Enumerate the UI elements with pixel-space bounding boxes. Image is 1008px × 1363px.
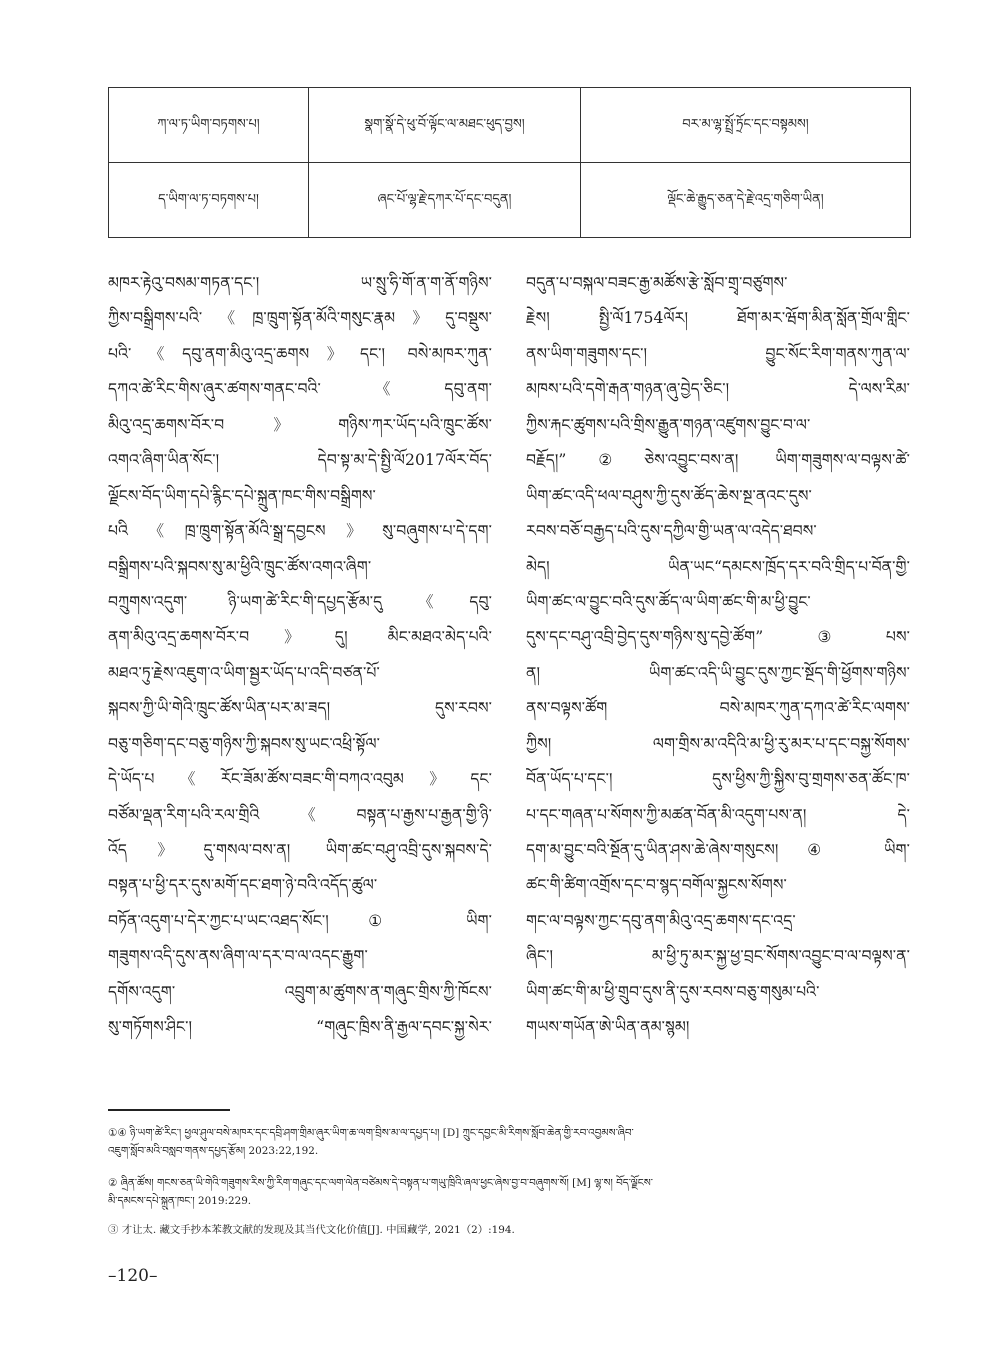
- comparison-table: [108, 87, 911, 238]
- text-line: རྗེས། སྤྱི་ལོ1754ལོར། ཐོག་མར་ཝོག་མིན་སློན་གྲོལ་གླིང་: [526, 309, 910, 328]
- text-line: དེ་ཡོད་པ《རོང་ཟོམ་ཚོས་བཟང་གི་བཀའ་འབུམ》དང་: [108, 770, 492, 789]
- table-cell: ཞང་པོ་ལྷ་རྗེ་དཀར་པོ་དང་བདུན།: [309, 163, 581, 238]
- text-line: བཀྲུགས་འདུག་ ཉི་ཡག་ཚེ་རིང་གི་དཔྱད་རྩོམ་དུ《དབུ་: [108, 592, 492, 611]
- text-line: ཞིང་། མ་ཕྱི་ཏུ་མར་སྐྱ་ཕྱ་བྲང་སོགས་འབྱུང་བ་ལ་བལྟས་ན་: [526, 947, 910, 966]
- footnote-line: འཇུག་སློབ་མའི་བསླབ་གནས་དཔྱད་རྩོམ། 2023:22,192.: [108, 1145, 319, 1157]
- text-line: ཡིག་ཚང་གི་མ་ཕྱི་གྲུབ་དུས་ནི་དུས་རབས་བཅུ་གསུམ་པའི་: [526, 982, 820, 1001]
- text-line: མཁས་པའི་དགེ་རྒན་གཉན་ཞུ་བྱེད་ཅིང་། དེ་ལས་རིམ་: [526, 380, 910, 399]
- footnote-3: [108, 1221, 910, 1239]
- text-line: ནས་ཡིག་གཟུགས་དང་། བྱུང་སོང་རིག་གནས་ཀུན་ལ་: [526, 344, 910, 363]
- text-line: ཀྱིས་བསྒྲིགས་པའི་《ཁྲ་ཁྲུག་སྟོན་མོའི་གསུང་རྣམ》དུ་བསྡུས་: [108, 309, 492, 328]
- text-line: ཀྱིས་རྐང་ཚུགས་པའི་གྲིས་རྒྱུན་གཉན་འཛུགས་བྱུང་བ་ལ་: [526, 415, 811, 434]
- text-line: པའི《ཁྲ་ཁྲུག་སྟོན་མོའི་སྒྲ་དབྱངས》སུ་བཞུགས་པ་དེ་དག་: [108, 522, 492, 541]
- text-line: ཡིག་ཚང་འདི་ཕལ་བཤུས་ཀྱི་དུས་ཚོད་ཆེས་སྔ་ནའང་དུས་: [526, 486, 812, 505]
- text-line: ཚང་གི་ཚིག་འགྲོས་དང་བ་སྙད་བགོལ་སྐྱངས་སོགས་: [526, 876, 787, 895]
- table-cell: སྣག་སྣོ་དེ་ཕུ་བོ་ལྟོང་ལ་མཐང་ཕུད་བྱས།: [309, 88, 581, 163]
- body-text-right-column: [526, 266, 910, 1046]
- text-line: ཡིག་ཚང་ལ་བྱུང་བའི་དུས་ཚོད་ལ་ཡིག་ཚང་གི་མ་ཕྱི་བྱུང་: [526, 592, 811, 611]
- text-line: མེད། ཡིན་ཡང“དམངས་ཁྲོད་དར་བའི་གྲིད་པ་བོན་གྱི་: [526, 557, 910, 576]
- text-line: ནས་བལྟས་ཚོག བསེ་མཁར་ཀུན་དཀའ་ཚེ་རིང་ལགས་: [526, 699, 910, 718]
- text-line: ཀྱིས། ལག་གྲིས་མ་འདིའི་མ་ཕྱི་རུ་མར་པ་དང་བསྐྱ་སོགས་: [526, 734, 910, 753]
- body-text-left-column: [108, 266, 492, 1046]
- text-line: བསྒྲིགས་པའི་སྐབས་སུ་མ་ཕྱིའི་ཁྲུང་ཚོས་འགའ་ཞིག་: [108, 557, 372, 576]
- text-line: དག་མ་བྱུང་བའི་སྔོན་དུ་ཡིན་ཤས་ཆེ་ཞེས་གསུངས།④ ཡིག་: [526, 841, 910, 859]
- text-line: མཁར་རྟེའུ་བསམ་གཏན་དང་། ཡ་སྲུ་ཧི་གོ་ན་ག་ནོ་གཉིས་: [108, 274, 492, 292]
- text-line: མིའུ་འདྲ་ཆགས་བོར་བ》གཉིས་ཀར་ཡོད་པའི་ཁྲུང་ཚོས་: [108, 415, 492, 434]
- text-line: གཡས་གཡོན་ཨེ་ཡིན་ནམ་སྙམ།: [526, 1018, 690, 1037]
- footnote-2: [108, 1174, 910, 1210]
- text-line: སུ་གཏོགས་ཤིང་། “གཞུང་ཁྲིས་ནི་རྒྱལ་དབང་སྐྱ་སེར་: [108, 1018, 492, 1037]
- text-line: བསྟན་པ་ཕྱི་དར་དུས་མགོ་དང་ཐག་ཉེ་བའི་འདོད་ཚུལ་: [108, 876, 378, 895]
- text-line: གཟུགས་འདི་དུས་ནས་ཞིག་ལ་དར་བ་ལ་འདང་རྒྱུག་: [108, 947, 368, 966]
- text-line: བདུན་པ་བསྐལ་བཟང་རྒྱ་མཚོས་རྩེ་སློབ་གྲྭ་བཙུགས་: [526, 274, 788, 292]
- table-row: [109, 163, 911, 238]
- text-line: དུས་དང་བཤུ་འབྲི་བྱེད་དུས་གཉིས་སུ་དབྱེ་ཚོག”③པས་: [526, 628, 910, 647]
- text-line: བཙོམ་ལྡན་རིག་པའི་རལ་གྲིའི《བསྟན་པ་རྒྱས་པ་རྒྱན་གྱི་ཉི་: [108, 805, 492, 824]
- text-line: དཀའ་ཚེ་རིང་གིས་ཞུར་ཚགས་གནང་བའི་《དབུ་ནག་: [108, 380, 492, 399]
- text-line: ལྗོངས་བོད་ཡིག་དཔེ་རྙིང་དཔེ་སྐྲུན་ཁང་གིས་བསྒྲིགས་: [108, 486, 376, 505]
- footnote-1-4: [108, 1124, 910, 1160]
- text-line: ནག་མིའུ་འདྲ་ཆགས་བོར་བ》དུ། མིང་མཐའ་མེད་པའི་: [108, 628, 492, 647]
- text-line: པ་དང་གཞན་པ་སོགས་ཀྱི་མཚན་བོན་མི་འདུག་པས་ན། དེ་: [526, 805, 910, 824]
- text-line: འགའ་ཞིག་ཡིན་སོང་། དེབ་སྟ་མ་དེ་སྤྱི་ལོ2017ལོར་བོད་: [108, 451, 492, 470]
- text-line: བོན་ཡོད་པ་དང་། དུས་ཕྱིས་ཀྱི་སྐྱིས་བུ་གྲགས་ཅན་ཚོང་ཁ་: [526, 770, 910, 789]
- table-cell: ལྡོང་ཆེ་རྒྱུད་ཅན་དེ་རྗེ་འདྲ་གཅིག་ཡིན།: [581, 163, 911, 238]
- table-cell: ད་ཡིག་ལ་ཏ་བཏགས་པ།: [109, 163, 309, 238]
- footnote-line: ①④ ཉི་ཡག་ཚེ་རིང་། ཕྱལ་ཤུལ་བསེ་མཁར་དང་དབྲི་ཤག་གྲིམ་ཞུར་ཡིག་ཆ་ལག་བྲིས་མ་ལ་དཔྱད་པ། [D] ཀྲུང་དབྱང་མི་རིགས་སློབ་ཆེན་གྱི་རབ་འབྱམས་ཞིབ་: [108, 1127, 634, 1139]
- footnote-divider: [108, 1109, 230, 1111]
- text-line: རབས་བཅོ་བརྒྱད་པའི་དུས་དཀྱིལ་གྱི་ཡན་ལ་འདེད་ཐབས་: [526, 522, 817, 541]
- table-row: [109, 88, 911, 163]
- text-line: སྐབས་ཀྱི་ཡི་གེའི་ཁྲུང་ཚོས་ཡིན་པར་མ་ཟད། དུས་རབས་: [108, 699, 492, 718]
- text-line: དགོས་འདུག་ འབྲུག་མ་ཚུགས་ན་གཞུང་གྲིས་ཀྱི་ཁོངས་: [108, 982, 492, 1001]
- text-line: མཐའ་ཏུ་རྗེས་འཇུག་འ་ཡིག་སྦྱར་ཡོད་པ་འདི་བཙན་པོ་: [108, 663, 380, 682]
- text-line: འོད》དུ་གསལ་བས་ན། ཡིག་ཚང་བཤུ་འབྲི་དུས་སྐབས་དེ་: [108, 841, 492, 859]
- table-cell: བར་མ་ལྷ་སྤྲོ་ཏྲོང་དང་བསྟམས།: [581, 88, 911, 163]
- footnote-line: ② ཞྲིན་ཚོས། གངས་ཅན་ཡི་གེའི་གཟུགས་རིས་ཀྱི་རིག་གཞུང་དང་ལག་ལེན་བཙེམས་དེ་བསྟན་པ་གཡུ་ཁྲིའི་ཞལ་ཕྱང་ཞེས་བྱ་བ་བཞུགས་སོ། [M] ལྷ་ས། བོད་ལྗོངས་: [108, 1177, 653, 1189]
- footnote-line: མི་དམངས་དཔེ་སྐྲུན་ཁང་། 2019:229.: [108, 1195, 252, 1207]
- text-line: པའི་《དབུ་ནག་མིའུ་འདྲ་ཆགས》དང་། བསེ་མཁར་ཀུན་: [108, 344, 492, 363]
- table-cell: ཀ་ལ་ཏ་ཡིག་བཏགས་པ།: [109, 88, 309, 163]
- text-line: བཏོན་འདུག་པ་དེར་ཀྱང་པ་ཡང་འཐད་སོང་།① ཡིག་: [108, 911, 492, 930]
- footnote-line: ③ 才让太. 藏文手抄本苯教文献的发现及其当代文化价值[J]. 中国藏学, 2021（2）:194.: [108, 1224, 515, 1236]
- text-line: བརྗོད།”②ཅེས་འབྱུང་བས་ན། ཡིག་གཟུགས་ལ་བལྟས་ཚེ་: [526, 451, 910, 470]
- page-number: –120–: [108, 1266, 158, 1286]
- text-line: ན། ཡིག་ཚང་འདི་ཡི་བྱུང་དུས་ཀྱང་སྔོད་གི་ཕྱོགས་གཉིས་: [526, 663, 910, 682]
- text-line: གང་ལ་བལྟས་ཀྱང་དབུ་ནག་མིའུ་འདྲ་ཆགས་དང་འདྲ་: [526, 911, 796, 930]
- text-line: བཅུ་གཅིག་དང་བཅུ་གཉིས་ཀྱི་སྐབས་སུ་ཡང་འཕྲི་སྟོལ་: [108, 734, 380, 753]
